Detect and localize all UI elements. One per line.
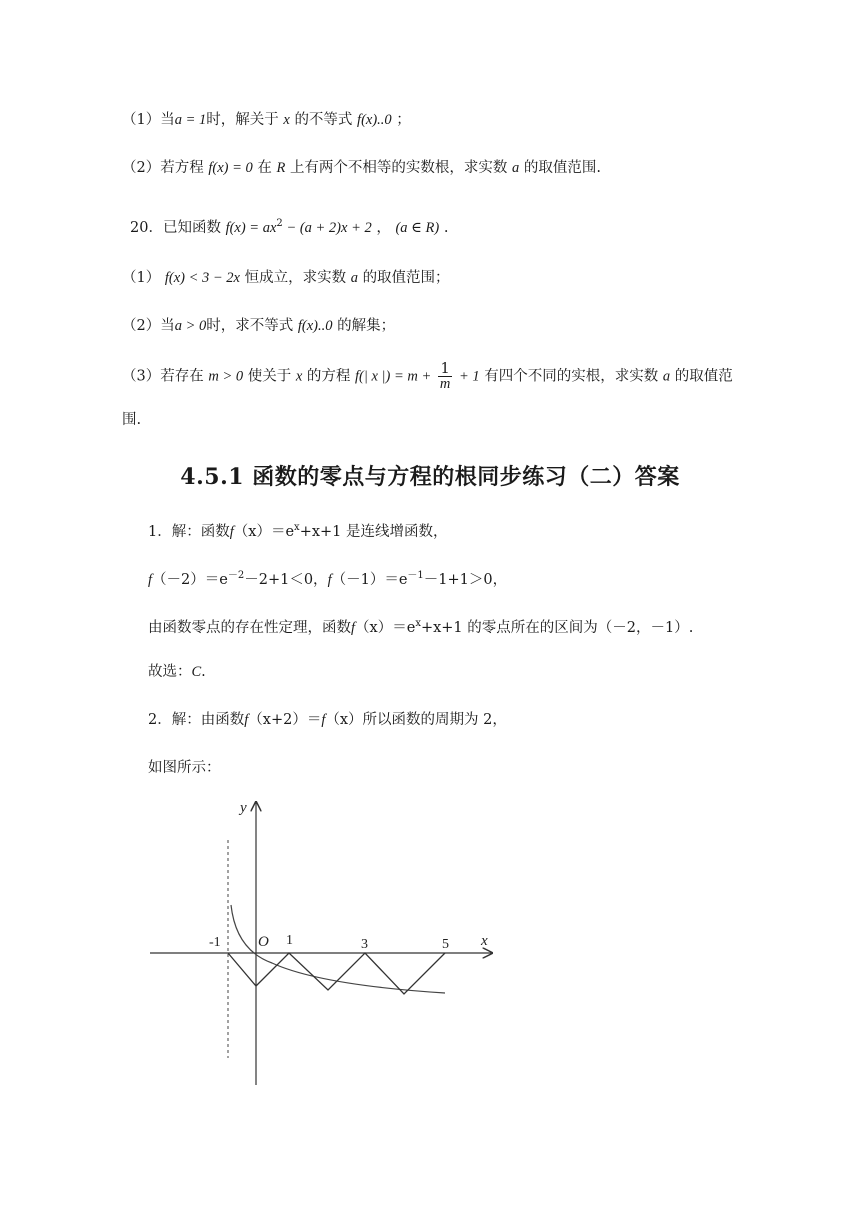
tick-label-3: 3: [361, 937, 368, 952]
problem-20-part-3-wrap: 围.: [122, 412, 142, 428]
tick-label-neg1: -1: [209, 935, 221, 950]
tick-label-5: 5: [442, 937, 449, 952]
tick-label-1: 1: [286, 933, 293, 948]
answers-title: 4.5.1 函数的零点与方程的根同步练习（二）答案: [180, 464, 680, 490]
answer-1-line-1: 1．解：函数$f(x)=e^x+x+1$ 是连线增函数，: [148, 522, 448, 540]
problem-19-part-2: （2）若方程 f(x) = 0 在 R 上有两个不相等的实数根，求实数 a 的取值范围.: [122, 160, 602, 176]
answer-1-line-4: 故选：C.: [148, 664, 206, 680]
origin-label: O: [258, 934, 269, 950]
decreasing-curve: [231, 905, 445, 993]
fraction-one-over-m: $\frac{1}{m}$: [439, 361, 451, 392]
answer-1-line-2: $f(-2)=e^{-2}-2+1<0$，$f(-1)=e^{-1}-1+1>0$，: [148, 570, 508, 588]
answer-1-line-3: 由函数零点的存在性定理，函数$f(x)=e^x+x+1$ 的零点所在的区间为（－2，－1）.: [148, 618, 694, 636]
problem-20-part-3: （3）若存在 m > 0 使关于 x 的方程 f(| x |) = m + $\frac{1}{m}$ + 1 有四个不同的实根，求实数 a 的取值范: [122, 361, 733, 392]
problem-20-part-2: （2）当a > 0时，求不等式 f(x)..0 的解集；: [122, 318, 396, 334]
periodic-zigzag: [228, 953, 445, 994]
y-axis-label: y: [240, 800, 247, 816]
answer-2-line-1: 2．解：由函数f（x+2）＝f（x）所以函数的周期为 2，: [148, 712, 507, 728]
problem-20-part-1: （1） f(x) < 3 − 2x 恒成立，求实数 a 的取值范围；: [122, 270, 450, 286]
x-axis-label: x: [481, 933, 488, 949]
problem-20-statement: 20．已知函数 $f(x) = ax^2 - (a + 2)x + 2$ ， (a ∈ R) .: [130, 218, 449, 236]
answer-2-line-2: 如图所示：: [148, 760, 221, 776]
problem-19-part-1: （1）当a = 1时，解关于 x 的不等式 f(x)..0 ；: [122, 112, 411, 128]
